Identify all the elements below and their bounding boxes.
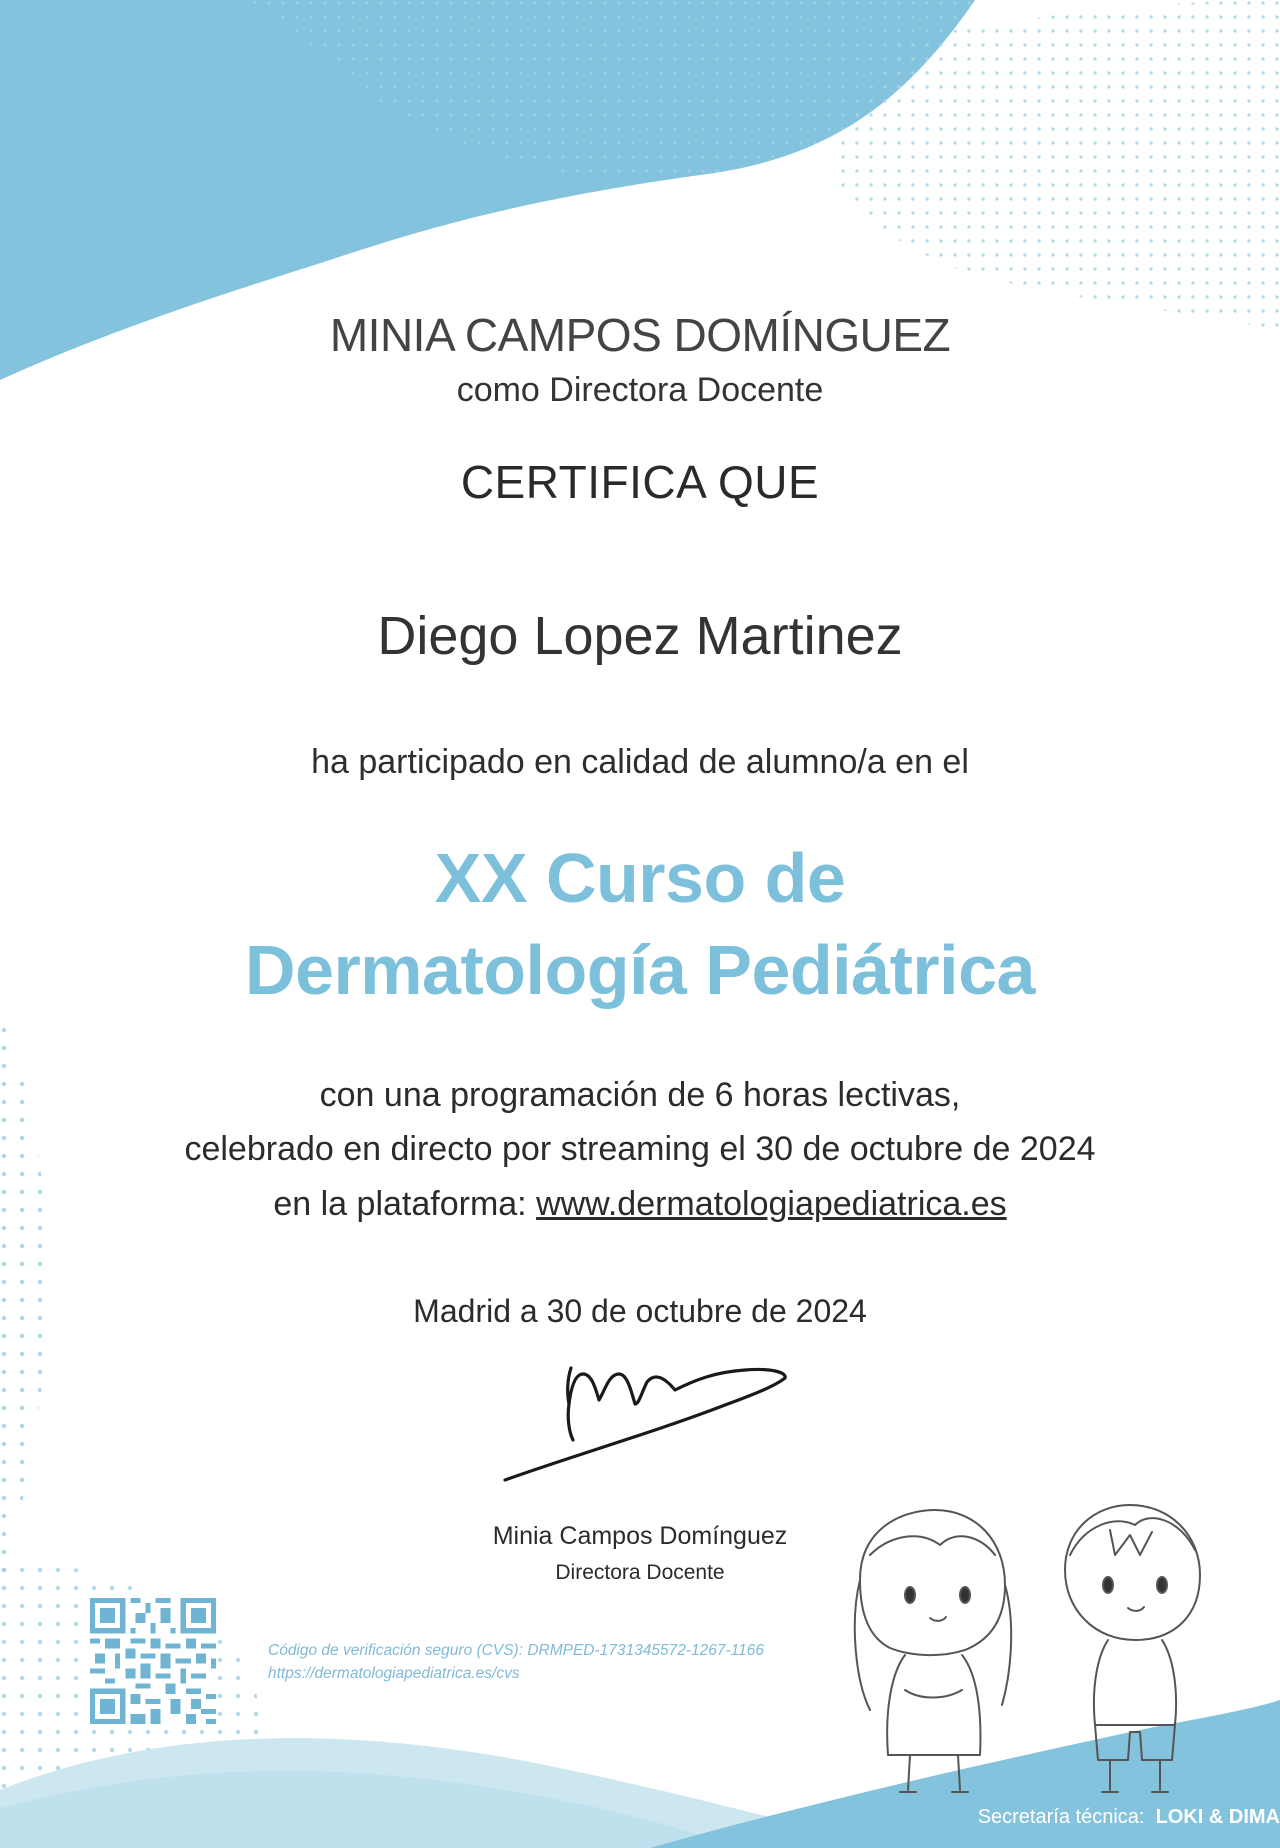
recipient-name: Diego Lopez Martinez: [377, 606, 903, 666]
verification-url[interactable]: https://dermatologiapediatrica.es/cvs: [268, 1665, 520, 1682]
secretaria-value: LOKI & DIMA: [1155, 1806, 1280, 1828]
details-line1: con una programación de 6 horas lectivas,: [319, 1076, 961, 1114]
details-line2: celebrado en directo por streaming el 30 de octubre de 2024: [184, 1130, 1096, 1168]
details-line3-prefix: en la plataforma:: [273, 1185, 537, 1223]
verification-code: Código de verificación seguro (CVS): DRMPED-1731345572-1267-1166: [268, 1642, 764, 1659]
secretaria-label: Secretaría técnica:: [977, 1806, 1145, 1828]
kids-illustration-icon: [830, 1500, 1220, 1800]
qr-code-icon[interactable]: [90, 1598, 216, 1724]
details-line3: [0, 1185, 1280, 1224]
secretaria-tecnica: [978, 1806, 1280, 1829]
signer-name: Minia Campos Domínguez: [492, 1522, 788, 1550]
place-date: Madrid a 30 de octubre de 2024: [413, 1293, 867, 1329]
course-title-line1: XX Curso de: [434, 839, 846, 917]
issuer-role: como Directora Docente: [456, 371, 824, 409]
signature-icon: [495, 1360, 805, 1490]
platform-link[interactable]: www.dermatologiapediatrica.es: [536, 1185, 1007, 1223]
participation-text: ha participado en calidad de alumno/a en el: [311, 743, 969, 781]
signer-role: Directora Docente: [555, 1561, 725, 1584]
certifies-heading: CERTIFICA QUE: [460, 456, 820, 508]
course-title-line2: Dermatología Pediátrica: [245, 931, 1035, 1009]
issuer-name: MINIA CAMPOS DOMÍNGUEZ: [329, 309, 951, 361]
